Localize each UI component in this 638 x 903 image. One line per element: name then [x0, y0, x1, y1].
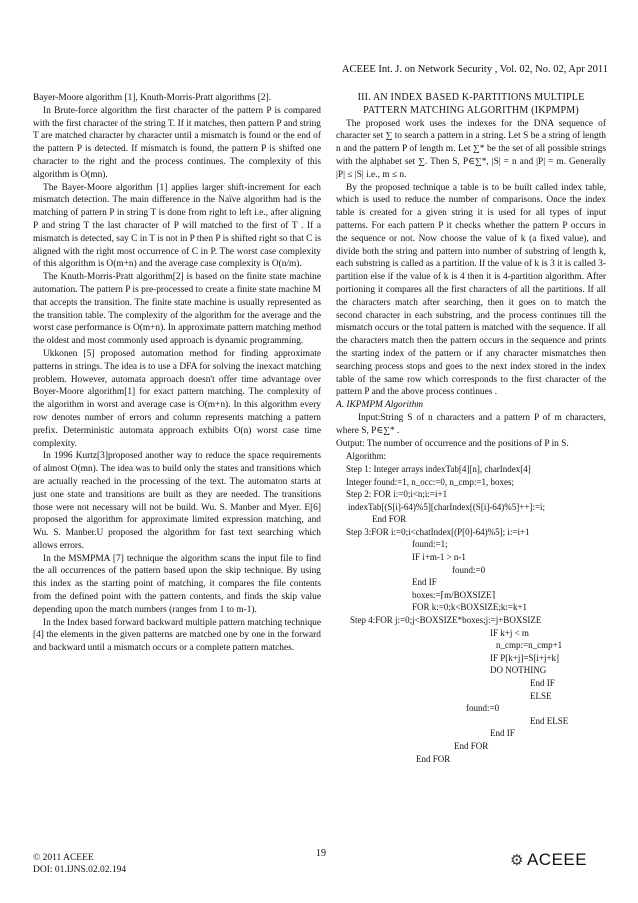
- publisher-logo: [510, 850, 587, 870]
- algorithm-line: End ELSE: [530, 715, 569, 726]
- copyright: © 2011 ACEEE: [33, 853, 94, 863]
- algorithm-listing: [336, 450, 606, 765]
- logo-icon: ⚙: [510, 852, 524, 869]
- algorithm-line: Step 2: FOR i:=0;i<n;i:=i+1: [346, 489, 448, 500]
- section-heading: III. AN INDEX BASED K-PARTITIONS MULTIPLE PATTERN MATCHING ALGORITHM (IKPMPM): [357, 92, 585, 116]
- left-paragraph-3: The Knuth-Morris-Pratt algorithm[2] is based on the finite state machine automation. The pattern P is pre-processed to create a finite state machine M that accepts the transition. The finite state machine is usually represented as the transition table. The complexity of the algorithm for the average and the worst case performance is O(m+n). In approximate pattern matching method the oldest and most commonly used approach is dynamic programming.: [33, 272, 322, 347]
- algorithm-line: n_cmp:=n_cmp+1: [496, 640, 563, 651]
- page-number: 19: [316, 848, 326, 859]
- algorithm-line: End IF: [412, 577, 437, 588]
- left-paragraph-2: The Bayer-Moore algorithm [1] applies larger shift-increment for each mismatch detection. The main difference in the Naïve algorithm had is the matching of pattern P in string T is done from right to left i.e., after aligning P and string T the last character of P will matched to the first of T . If a mismatch is detected, say C in T is not in P then P is shifted right so that C is aligned with the right most occurrence of C in P. The worst case complexity of this algorithm is O(m+n) and the average case complexity is O(n/m).: [33, 182, 322, 270]
- right-column: [336, 92, 606, 765]
- algorithm-line: boxes:=⌈m/BOXSIZE⌉: [412, 589, 496, 600]
- algorithm-line: Integer found:=1, n_occ:=0, n_cmp:=1, boxes;: [346, 476, 514, 487]
- algorithm-line: End FOR: [416, 753, 451, 764]
- algorithm-line: found:=0: [452, 564, 486, 575]
- algorithm-line: Step 1: Integer arrays indexTab[4][n], charIndex[4]: [346, 463, 531, 474]
- subsection-heading: A. IKPMPM Algorithm: [336, 400, 424, 411]
- algorithm-line: DO NOTHING: [490, 665, 547, 676]
- left-column: [33, 92, 321, 655]
- method-paragraph: By the proposed technique a table is to be built called index table, which is used to reduce the number of comparisons. Once the index table is created for a given string it is used for all types of input patterns. For each pattern P it checks whether the pattern P occurs in the sequence or not. Now choose the value of k (a fixed value), and divide both the string and pattern into number of substring of length k, each substring is called as a partition. If the value of k is 3 it is called 3-partition else if the value of k is 4 then it is 4-partition algorithm. After portioning it compares all the first characters of all the partitions. If all the characters match after searching, then it goes on to match the second character in each substring, and the process continues till the mismatch occurs or the total pattern is matched with the sequence. If all the characters match then the pattern occurs in the sequence and prints the starting index of the pattern or if any character mismatches then searching process stops and goes to the next index stored in the index table of the same row which corresponds to the first character of the pattern P and the above process continues .: [336, 182, 606, 398]
- intro-paragraph: The proposed work uses the indexes for the DNA sequence of character set ∑ to search a pattern in a string. Let S be a string of length n and the pattern P of length m. Let ∑* be the set of all possible strings with the alphabet set ∑. Then S, P∈∑*, |S| = n and |P| = m. Generally |P| ≤ |S| i.e., m ≤ n.: [336, 118, 606, 180]
- algorithm-line: Step 4:FOR j:=0;j<BOXSIZE*boxes;j:=j+BOXSIZE: [350, 615, 542, 626]
- algorithm-line: End IF: [530, 678, 555, 688]
- algorithm-line: Step 3:FOR i:=0;i<chatIndex[(P[0]-64)%5]; i:=i+1: [346, 526, 530, 537]
- algorithm-line: FOR k:=0;k<BOXSIZE;k:=k+1: [412, 602, 528, 613]
- algorithm-line: Algorithm:: [346, 451, 386, 462]
- algorithm-line: End IF: [490, 728, 515, 739]
- algorithm-line: End FOR: [454, 740, 489, 751]
- algorithm-line: found:=1;: [412, 539, 448, 550]
- algorithm-input: Input:String S of n characters and a pattern P of m characters, where S, P∈∑* .: [336, 412, 606, 436]
- left-paragraph-5: In 1996 Kurtz[3]proposed another way to reduce the space requirements of almost O(mn). The idea was to build only the states and transitions which are actually reached in the processing of the text. The automaton starts at just one state and transitions are built as they are needed. The transitions those were not necessary will not be build. Wu. S. Manber and Myer. E[6] proposed the algorithm for approximate limited expression matching, and Wu. S. Manber.U proposed the algorithm for fast text searching which allows errors.: [33, 451, 321, 551]
- running-header: ACEEE Int. J. on Network Security , Vol. 02, No. 02, Apr 2011: [341, 64, 608, 75]
- algorithm-line: IF k+j < m: [490, 627, 529, 638]
- algorithm-output: Output: The number of occurrence and the positions of P in S.: [336, 438, 569, 449]
- algorithm-line: ELSE: [530, 690, 552, 701]
- algorithm-line: IF P[k+j]=S[i+j+k]: [490, 652, 560, 663]
- doi: DOI: 01.IJNS.02.02.194: [33, 865, 127, 875]
- left-paragraph-7: In the Index based forward backward multiple pattern matching technique [4] the elements in the given patterns are matched one by one in the forward and backward until a mismatch occurs or a complete pattern matches.: [33, 617, 321, 654]
- algorithm-line: End FOR: [372, 514, 407, 525]
- algorithm-line: indexTab[(S[i]-64)%5][charIndex[(S[i]-64)%5]++]:=i;: [348, 501, 546, 512]
- left-paragraph-0: Bayer-Moore algorithm [1], Knuth-Morris-Pratt algorithms [2].: [33, 93, 272, 103]
- logo-text: ACEEE: [526, 850, 588, 869]
- left-paragraph-4: Ukkonen [5] proposed automation method for finding approximate patterns in strings. The idea is to use a DFA for solving the inexact matching problem. However, automata approach doesn't offer time advantage over Boyer-Moore algorithm[1] for exact pattern matching. The complexity of the algorithm in worst and average case is O(m+n). In this algorithm every row denotes number of errors and column represents matching a pattern prefix. Deterministic automata approach exhibits O(n) worst case time complexity.: [33, 348, 321, 449]
- algorithm-line: found:=0: [466, 703, 500, 714]
- footer-left: [33, 852, 126, 876]
- left-paragraph-1: In Brute-force algorithm the first character of the pattern P is compared with the first character of the string T. If it matches, then pattern P and string T are matched character by character until a mismatch is found or the end of the pattern P is detected. If mismatch is found, the pattern P is shifted one character to the right and the process continues. The complexity of this algorithm is O(mn).: [33, 105, 321, 180]
- algorithm-line: IF i+m-1 > n-1: [412, 552, 466, 563]
- left-paragraph-6: In the MSMPMA [7] technique the algorithm scans the input file to find the all occurrences of the pattern based upon the skip technique. By using this index as the starting point of matching, it compares the file contents from the defined point with the pattern contents, and finds the skip value depending upon the match numbers (ranges from 1 to m-1).: [33, 553, 321, 615]
